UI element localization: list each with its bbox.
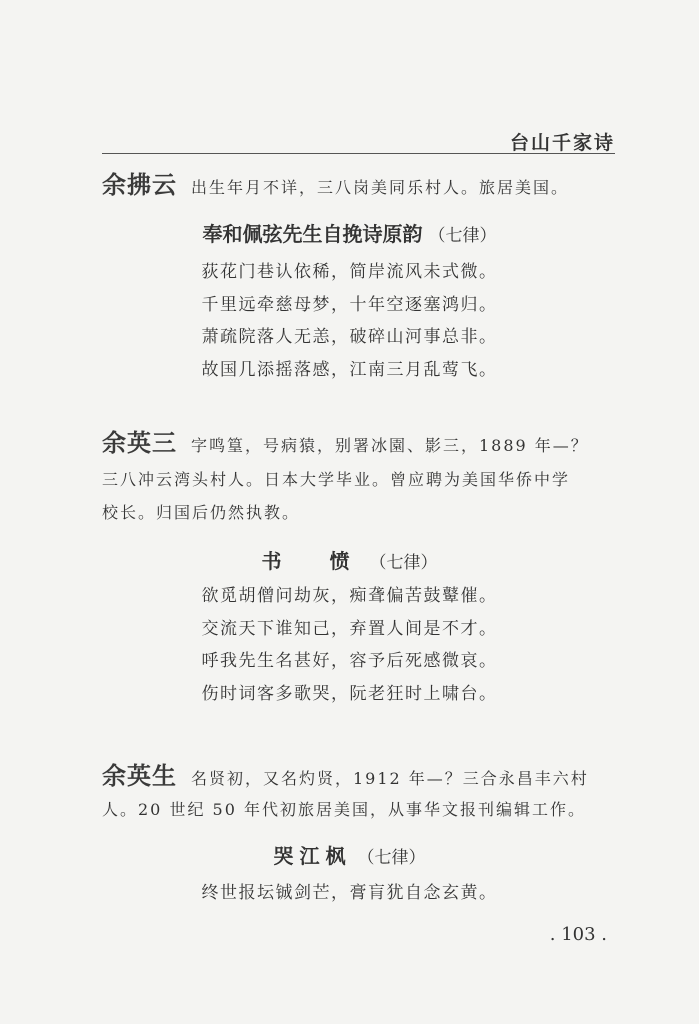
poem-title: 书 愤: [261, 549, 364, 573]
poem-title: 哭江枫: [273, 844, 352, 868]
author-bio: 名贤初，又名灼贤，1912 年—？三合永昌丰六村: [191, 769, 589, 788]
author-bio: 出生年月不详，三八岗美同乐村人。旅居美国。: [191, 178, 570, 197]
poem-line: 交流天下谁知己，弃置人间是不才。: [201, 618, 498, 639]
poem-form: （七律）: [357, 848, 426, 868]
author-bio-continued: 人。20 世纪 50 年代初旅居美国，从事华文报刊编辑工作。: [102, 800, 586, 819]
poem-body: [0, 580, 699, 710]
author-bio-continued: 三八冲云湾头村人。日本大学毕业。曾应聘为美国华侨中学: [102, 470, 571, 489]
author-bio: 字鸣篁，号病猿，别署冰園、影三，1889 年—？: [191, 436, 589, 455]
poem-line: 呼我先生名甚好，容予后死感微哀。: [201, 651, 498, 671]
poem-title: 奉和佩弦先生自挽诗原韵: [202, 222, 423, 246]
poem-title-line: [0, 840, 699, 869]
running-header: 台山千家诗: [509, 132, 615, 154]
poem-title-line: [0, 545, 699, 574]
author-line: [102, 759, 615, 796]
poem-line: 伤时词客多歌哭，阮老狂时上啸台。: [201, 683, 498, 704]
poem-line: 故国几添摇落感，江南三月乱莺飞。: [201, 359, 498, 380]
poem-line: 萧疏院落人无恙，破碎山河事总非。: [201, 327, 498, 347]
author-bio-continued: 校长。归国后仍然执教。: [102, 503, 301, 522]
author-name: 余英生: [102, 762, 177, 790]
author-name: 余英三: [102, 429, 177, 457]
author-line: [102, 426, 615, 463]
page-number: . 103 .: [549, 924, 607, 945]
poem-body: [0, 877, 699, 910]
poem-line: 欲觅胡僧问劫灰，痴聋偏苦鼓鼙催。: [201, 586, 498, 606]
author-line: [102, 168, 615, 205]
poem-line: 终世报坛铖剑芒，膏肓犹自念玄黄。: [201, 883, 498, 903]
poem-body: [0, 256, 699, 386]
poem-form: （七律）: [428, 226, 497, 246]
poem-line: 千里远牵慈母梦，十年空逐塞鸿归。: [201, 294, 498, 315]
poem-form: （七律）: [369, 553, 438, 573]
poem-title-line: [0, 218, 699, 247]
author-name: 余拂云: [102, 171, 177, 199]
poem-line: 荻花门巷认依稀，简岸流风未式微。: [201, 262, 498, 282]
header-rule: [102, 153, 615, 154]
